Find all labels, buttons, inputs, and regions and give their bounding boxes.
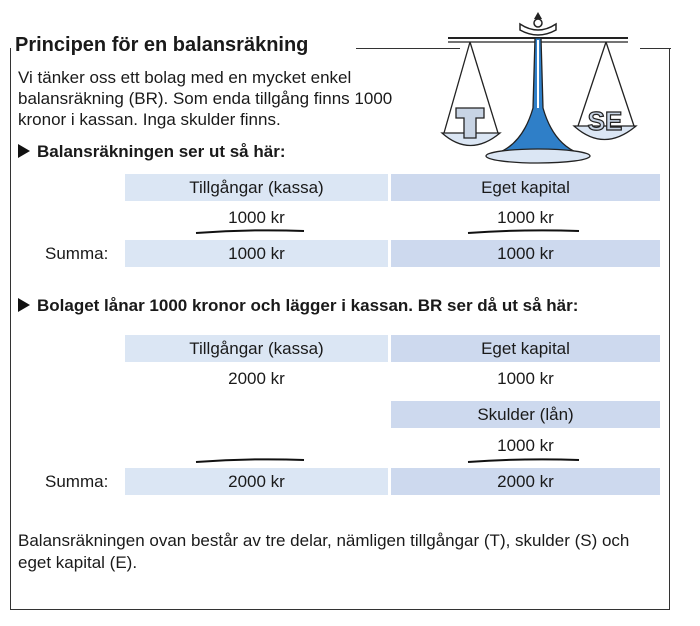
sum-label-2: Summa:: [45, 472, 109, 491]
assets-header-2: Tillgångar (kassa): [125, 335, 388, 362]
assets-sum-2: 2000 kr: [125, 468, 388, 495]
arrow-right-icon: [18, 144, 30, 158]
page-title: Principen för en balansräkning: [15, 34, 312, 57]
sum-line-right-2: [466, 458, 581, 462]
sum-label-1: Summa:: [45, 244, 109, 263]
assets-sum-1: 1000 kr: [125, 240, 388, 267]
debt-header-2: Skulder (lån): [391, 401, 660, 428]
sum-line-left-1: [194, 229, 306, 233]
section1-heading: [18, 142, 285, 162]
sum-line-right-1: [466, 229, 581, 233]
arrow-right-icon: [18, 298, 30, 312]
right-sum-2: 2000 kr: [391, 468, 660, 495]
assets-value-2: 2000 kr: [228, 369, 285, 388]
balance-scale-illustration: [438, 8, 638, 168]
footer-text: Balansräkningen ovan består av tre delar, nämligen tillgångar (T), skulder (S) och eget kapital (E).: [18, 531, 630, 572]
equity-value-1: 1000 kr: [497, 208, 554, 227]
section2-heading: [18, 296, 578, 316]
equity-header-1: Eget kapital: [391, 174, 660, 201]
assets-header-1: Tillgångar (kassa): [125, 174, 388, 201]
sum-line-left-2: [194, 458, 306, 462]
equity-header-2: Eget kapital: [391, 335, 660, 362]
intro-text: Vi tänker oss ett bolag med en mycket enkel balansräkning (BR). Som enda tillgång finns 1000 kronor i kassan. Inga skulder finns.: [18, 68, 393, 129]
assets-value-1: 1000 kr: [228, 208, 285, 227]
equity-value-2: 1000 kr: [497, 369, 554, 388]
section2-heading-text: Bolaget lånar 1000 kronor och lägger i kassan. BR ser då ut så här:: [37, 296, 579, 315]
section1-heading-text: Balansräkningen ser ut så här:: [37, 142, 286, 161]
equity-sum-1: 1000 kr: [391, 240, 660, 267]
debt-value-2: 1000 kr: [497, 436, 554, 455]
title-rule-right: [640, 48, 671, 49]
svg-text:SE: SE: [587, 106, 623, 136]
